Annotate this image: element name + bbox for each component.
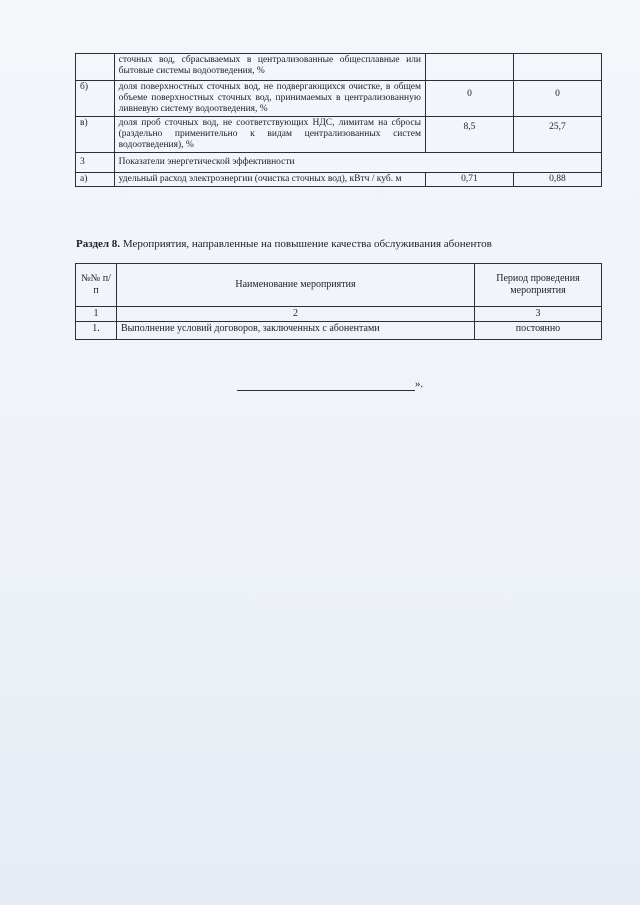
table-row: [76, 322, 602, 340]
measure-name: Выполнение условий договоров, заключенных с абонентами: [117, 322, 475, 340]
closing-mark: ».: [415, 378, 424, 390]
header-period: Период проведения мероприятия: [475, 264, 602, 307]
closing-line: [237, 377, 427, 391]
row-number: в): [76, 117, 115, 153]
measure-period: постоянно: [475, 322, 602, 340]
value-cell: 0,88: [513, 173, 601, 187]
index-cell: 2: [117, 307, 475, 322]
signature-underline: [237, 378, 415, 391]
section-number: 3: [76, 153, 115, 173]
header-name: Наименование мероприятия: [117, 264, 475, 307]
row-text: удельный расход электроэнергии (очистка сточных вод), кВтч / куб. м: [114, 173, 425, 187]
index-cell: 1: [76, 307, 117, 322]
row-number: 1.: [76, 322, 117, 340]
row-number: а): [76, 173, 115, 187]
measures-table: [75, 263, 602, 340]
row-text: доля поверхностных сточных вод, не подвергающихся очистке, в общем объеме поверхностных сточных вод, принимаемых в централизованную ливневую систему водоотведения, %: [114, 81, 425, 117]
value-cell: 0,71: [426, 173, 514, 187]
index-cell: 3: [475, 307, 602, 322]
table-header-row: [76, 264, 602, 307]
table-index-row: [76, 307, 602, 322]
value-cell: [513, 54, 601, 81]
section-label: Раздел 8.: [76, 238, 121, 250]
row-text: сточных вод, сбрасываемых в централизованные общесплавные или бытовые системы водоотведения, %: [114, 54, 425, 81]
value-cell: 0: [513, 81, 601, 117]
value-cell: 25,7: [513, 117, 601, 153]
table-row: [76, 173, 602, 187]
row-number: [76, 54, 115, 81]
table-row: [76, 54, 602, 81]
section-heading: Показатели энергетической эффективности: [114, 153, 601, 173]
value-cell: [426, 54, 514, 81]
table-row: [76, 117, 602, 153]
indicators-table: [75, 53, 602, 187]
header-number: №№ п/п: [76, 264, 117, 307]
table-row: [76, 81, 602, 117]
value-cell: 0: [426, 81, 514, 117]
row-text: доля проб сточных вод, не соответствующих НДС, лимитам на сбросы (раздельно применительно к видам централизованных систем водоотведения), %: [114, 117, 425, 153]
table-row: [76, 153, 602, 173]
section-title: Мероприятия, направленные на повышение качества обслуживания абонентов: [122, 238, 492, 250]
section-heading: [76, 237, 616, 251]
value-cell: 8,5: [426, 117, 514, 153]
row-number: б): [76, 81, 115, 117]
